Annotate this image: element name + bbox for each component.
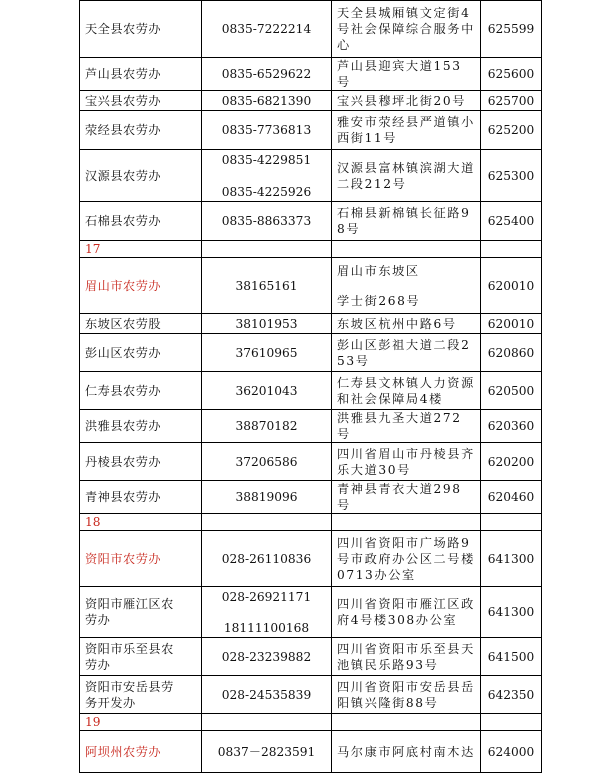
office-name-line: 芦山县农劳办 xyxy=(85,67,162,81)
office-name-line: 劳办 xyxy=(85,613,111,627)
contact-table xyxy=(79,0,542,773)
phone-number xyxy=(202,58,332,91)
phone-number xyxy=(202,258,332,314)
office-name-line: 汉源县农劳办 xyxy=(85,168,162,183)
office-row xyxy=(80,410,542,443)
postal-code: 620010 xyxy=(481,258,542,314)
office-row xyxy=(80,443,542,481)
phone-number xyxy=(202,676,332,714)
phone-number xyxy=(202,443,332,481)
office-row xyxy=(80,731,542,773)
phone-number xyxy=(202,1,332,58)
office-row xyxy=(80,1,542,58)
phone-line: 38819096 xyxy=(235,490,298,504)
section-row xyxy=(80,514,542,531)
phone-line: 0837－2823591 xyxy=(217,744,316,759)
phone-number xyxy=(202,531,332,587)
phone-line: 38101953 xyxy=(235,316,298,331)
office-name xyxy=(80,372,202,410)
office-name xyxy=(80,111,202,150)
phone-number xyxy=(202,202,332,241)
phone-number xyxy=(202,372,332,410)
postal-code: 625700 xyxy=(481,91,542,111)
office-name-line: 洪雅县农劳办 xyxy=(85,419,162,433)
office-name xyxy=(80,481,202,514)
address: 四川省眉山市丹棱县齐乐大道30号 xyxy=(332,443,481,481)
office-name-line: 资阳市农劳办 xyxy=(85,551,162,566)
office-name-line: 劳办 xyxy=(85,657,111,672)
postal-code: 625600 xyxy=(481,58,542,91)
office-name-line: 东坡区农劳股 xyxy=(85,316,162,331)
phone-line: 028-26921171 xyxy=(221,589,312,604)
office-row xyxy=(80,111,542,150)
office-name-line: 天全县农劳办 xyxy=(85,22,162,36)
office-row xyxy=(80,587,542,638)
empty-cell xyxy=(202,241,332,258)
office-name-line: 资阳市安岳县劳 xyxy=(85,679,174,694)
phone-line: 0835-8863373 xyxy=(221,214,312,228)
postal-code: 641300 xyxy=(481,531,542,587)
postal-code: 642350 xyxy=(481,676,542,714)
phone-line: 028-24535839 xyxy=(221,687,312,702)
address: 四川省资阳市乐至县天池镇民乐路93号 xyxy=(332,638,481,676)
postal-code: 625300 xyxy=(481,150,542,202)
postal-code: 620860 xyxy=(481,334,542,372)
address: 仁寿县文林镇人力资源和社会保障局4楼 xyxy=(332,372,481,410)
phone-line: 0835-6529622 xyxy=(221,67,312,81)
address: 四川省资阳市广场路9号市政府办公区二号楼0713办公室 xyxy=(332,531,481,587)
office-name-line: 石棉县农劳办 xyxy=(85,214,162,228)
office-name xyxy=(80,150,202,202)
postal-code: 624000 xyxy=(481,731,542,773)
postal-code: 625200 xyxy=(481,111,542,150)
phone-number xyxy=(202,334,332,372)
phone-line: 18111100168 xyxy=(223,620,310,635)
postal-code: 620500 xyxy=(481,372,542,410)
section-row xyxy=(80,714,542,731)
office-name xyxy=(80,410,202,443)
phone-line: 0835-7222214 xyxy=(221,22,312,36)
postal-code: 620010 xyxy=(481,314,542,334)
address: 天全县城厢镇文定街4号社会保障综合服务中心 xyxy=(332,1,481,58)
office-name xyxy=(80,443,202,481)
office-row xyxy=(80,638,542,676)
office-row xyxy=(80,202,542,241)
office-name-line: 务开发办 xyxy=(85,695,136,710)
phone-line: 38165161 xyxy=(235,278,298,293)
phone-line: 36201043 xyxy=(235,383,298,398)
phone-line: 38870182 xyxy=(235,419,298,433)
address: 洪雅县九圣大道272号 xyxy=(332,410,481,443)
office-name xyxy=(80,334,202,372)
address: 汉源县富林镇滨湖大道二段212号 xyxy=(332,150,481,202)
phone-number xyxy=(202,314,332,334)
office-name xyxy=(80,676,202,714)
empty-cell xyxy=(332,241,481,258)
phone-number xyxy=(202,150,332,202)
contact-table-body xyxy=(80,1,542,773)
office-name xyxy=(80,258,202,314)
address: 四川省资阳市雁江区政府4号楼308办公室 xyxy=(332,587,481,638)
phone-line: 0835-4225926 xyxy=(221,184,312,199)
office-row xyxy=(80,481,542,514)
phone-line: 37610965 xyxy=(235,345,298,360)
office-row xyxy=(80,258,542,314)
address xyxy=(332,258,481,314)
postal-code: 620200 xyxy=(481,443,542,481)
postal-code: 620360 xyxy=(481,410,542,443)
office-name-line: 资阳市雁江区农 xyxy=(85,597,174,611)
office-name xyxy=(80,531,202,587)
office-name xyxy=(80,58,202,91)
empty-cell xyxy=(332,714,481,731)
office-row xyxy=(80,91,542,111)
phone-line: 37206586 xyxy=(235,454,298,469)
empty-cell xyxy=(481,241,542,258)
office-row xyxy=(80,314,542,334)
office-name-line: 仁寿县农劳办 xyxy=(85,383,162,398)
office-name xyxy=(80,1,202,58)
office-name xyxy=(80,638,202,676)
postal-code: 641300 xyxy=(481,587,542,638)
phone-number xyxy=(202,410,332,443)
office-row xyxy=(80,334,542,372)
section-number: 17 xyxy=(80,241,202,258)
office-name-line: 资阳市乐至县农 xyxy=(85,641,174,656)
address: 马尔康市阿底村南木达 xyxy=(332,731,481,773)
office-row xyxy=(80,58,542,91)
phone-number xyxy=(202,731,332,773)
address: 东坡区杭州中路6号 xyxy=(332,314,481,334)
section-number: 19 xyxy=(80,714,202,731)
office-name xyxy=(80,587,202,638)
phone-line: 0835-4229851 xyxy=(221,152,312,167)
office-row xyxy=(80,676,542,714)
address: 青神县青衣大道298号 xyxy=(332,481,481,514)
phone-number xyxy=(202,638,332,676)
phone-line: 0835-7736813 xyxy=(221,123,312,137)
phone-number xyxy=(202,111,332,150)
office-name xyxy=(80,91,202,111)
phone-number xyxy=(202,481,332,514)
phone-line: 028-26110836 xyxy=(221,551,312,566)
office-name-line: 丹棱县农劳办 xyxy=(85,454,162,469)
address: 宝兴县穆坪北街20号 xyxy=(332,91,481,111)
postal-code: 620460 xyxy=(481,481,542,514)
empty-cell xyxy=(481,514,542,531)
office-row xyxy=(80,531,542,587)
postal-code: 625400 xyxy=(481,202,542,241)
section-row xyxy=(80,241,542,258)
empty-cell xyxy=(481,714,542,731)
office-name xyxy=(80,731,202,773)
address: 芦山县迎宾大道153号 xyxy=(332,58,481,91)
address: 石棉县新棉镇长征路98号 xyxy=(332,202,481,241)
address: 雅安市荥经县严道镇小西街11号 xyxy=(332,111,481,150)
address: 四川省资阳市安岳县岳阳镇兴隆街88号 xyxy=(332,676,481,714)
empty-cell xyxy=(202,714,332,731)
phone-number xyxy=(202,91,332,111)
phone-number xyxy=(202,587,332,638)
office-name-line: 眉山市农劳办 xyxy=(85,278,162,293)
postal-code: 641500 xyxy=(481,638,542,676)
office-name-line: 青神县农劳办 xyxy=(85,490,162,504)
address-line: 眉山市东坡区 xyxy=(337,263,420,278)
office-name-line: 阿坝州农劳办 xyxy=(85,744,162,759)
office-name-line: 荥经县农劳办 xyxy=(85,123,162,137)
empty-cell xyxy=(202,514,332,531)
office-name xyxy=(80,202,202,241)
office-name-line: 宝兴县农劳办 xyxy=(85,93,162,108)
address: 彭山区彭祖大道二段253号 xyxy=(332,334,481,372)
section-number: 18 xyxy=(80,514,202,531)
office-name-line: 彭山区农劳办 xyxy=(85,345,162,360)
phone-line: 0835-6821390 xyxy=(221,93,312,108)
postal-code: 625599 xyxy=(481,1,542,58)
empty-cell xyxy=(332,514,481,531)
office-row xyxy=(80,150,542,202)
office-row xyxy=(80,372,542,410)
phone-line: 028-23239882 xyxy=(221,649,312,664)
office-name xyxy=(80,314,202,334)
address-line: 学士街268号 xyxy=(337,293,421,308)
